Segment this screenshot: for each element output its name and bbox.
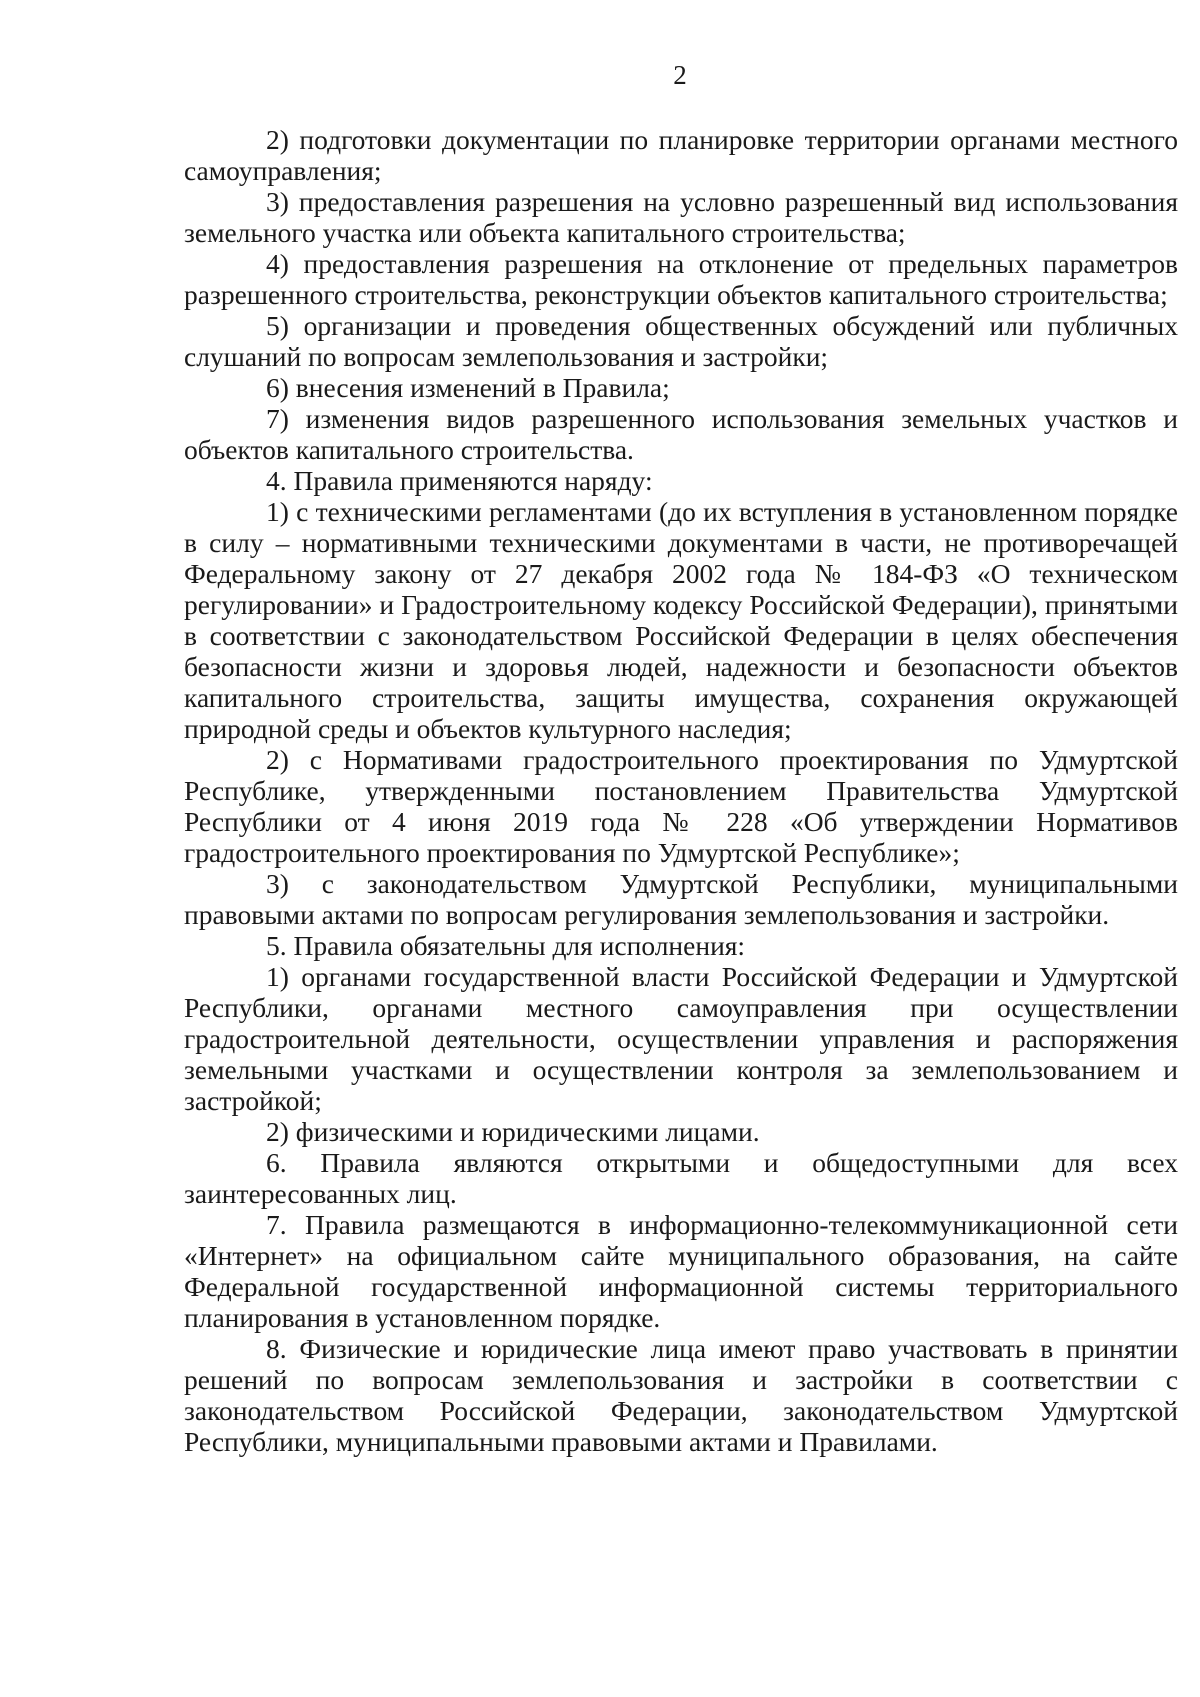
section-7-publication: 7. Правила размещаются в информационно-телекоммуникационной сети «Интернет» на официальном сайте муниципального образования, на сайте Федеральной государственной информационной системы территориального планирования в установленном порядке. [184,1209,1178,1333]
section-8-participation: 8. Физические и юридические лица имеют право участвовать в принятии решений по вопросам землепользования и застройки в соответствии с законодательством Российской Федерации, законодательством Удмуртской Республики, муниципальными правовыми актами и Правилами. [184,1333,1178,1457]
section-6-open-access: 6. Правила являются открытыми и общедоступными для всех заинтересованных лиц. [184,1147,1178,1209]
section-5-heading: 5. Правила обязательны для исполнения: [266,930,746,961]
section-4-heading: 4. Правила применяются наряду: [266,465,653,496]
paragraph-item-3-conditional-use: 3) предоставления разрешения на условно разрешенный вид использования земельного участка или объекта капитального строительства; [184,186,1178,248]
paragraph-item-6-amendments: 6) внесения изменений в Правила; [266,372,670,403]
paragraph-item-5-public-hearings: 5) организации и проведения общественных обсуждений или публичных слушаний по вопросам землепользования и застройки; [184,310,1178,372]
paragraph-item-7-use-changes: 7) изменения видов разрешенного использования земельных участков и объектов капитального строительства. [184,403,1178,465]
paragraph-5-1-authorities: 1) органами государственной власти Российской Федерации и Удмуртской Республики, органами местного самоуправления при осуществлении градостроительной деятельности, осуществлении управления и распоряжения земельными участками и осуществлении контроля за землепользованием и застройкой; [184,961,1178,1116]
paragraph-item-4-deviation-permit: 4) предоставления разрешения на отклонение от предельных параметров разрешенного строительства, реконструкции объектов капитального строительства; [184,248,1178,310]
paragraph-4-2-urban-planning-standards: 2) с Нормативами градостроительного проектирования по Удмуртской Республике, утвержденными постановлением Правительства Удмуртской Республики от 4 июня 2019 года № 228 «Об утверждении Нормативов градостроительного проектирования по Удмуртской Республике»; [184,744,1178,868]
document-body [184,124,1178,1457]
page-number: 2 [673,60,687,90]
paragraph-4-3-udmurt-legislation: 3) с законодательством Удмуртской Республики, муниципальными правовыми актами по вопросам регулирования землепользования и застройки. [184,868,1178,930]
paragraph-4-1-technical-regulations: 1) с техническими регламентами (до их вступления в установленном порядке в силу – нормативными техническими документами в части, не противоречащей Федеральному закону от 27 декабря 2002 года № 184-ФЗ «О техническом регулировании» и Градостроительному кодексу Российской Федерации), принятыми в соответствии с законодательством Российской Федерации в целях обеспечения безопасности жизни и здоровья людей, надежности и безопасности объектов капитального строительства, защиты имущества, сохранения окружающей природной среды и объектов культурного наследия; [184,496,1178,744]
paragraph-item-2-planning-docs: 2) подготовки документации по планировке территории органами местного самоуправления; [184,124,1178,186]
paragraph-5-2-persons: 2) физическими и юридическими лицами. [266,1116,760,1147]
